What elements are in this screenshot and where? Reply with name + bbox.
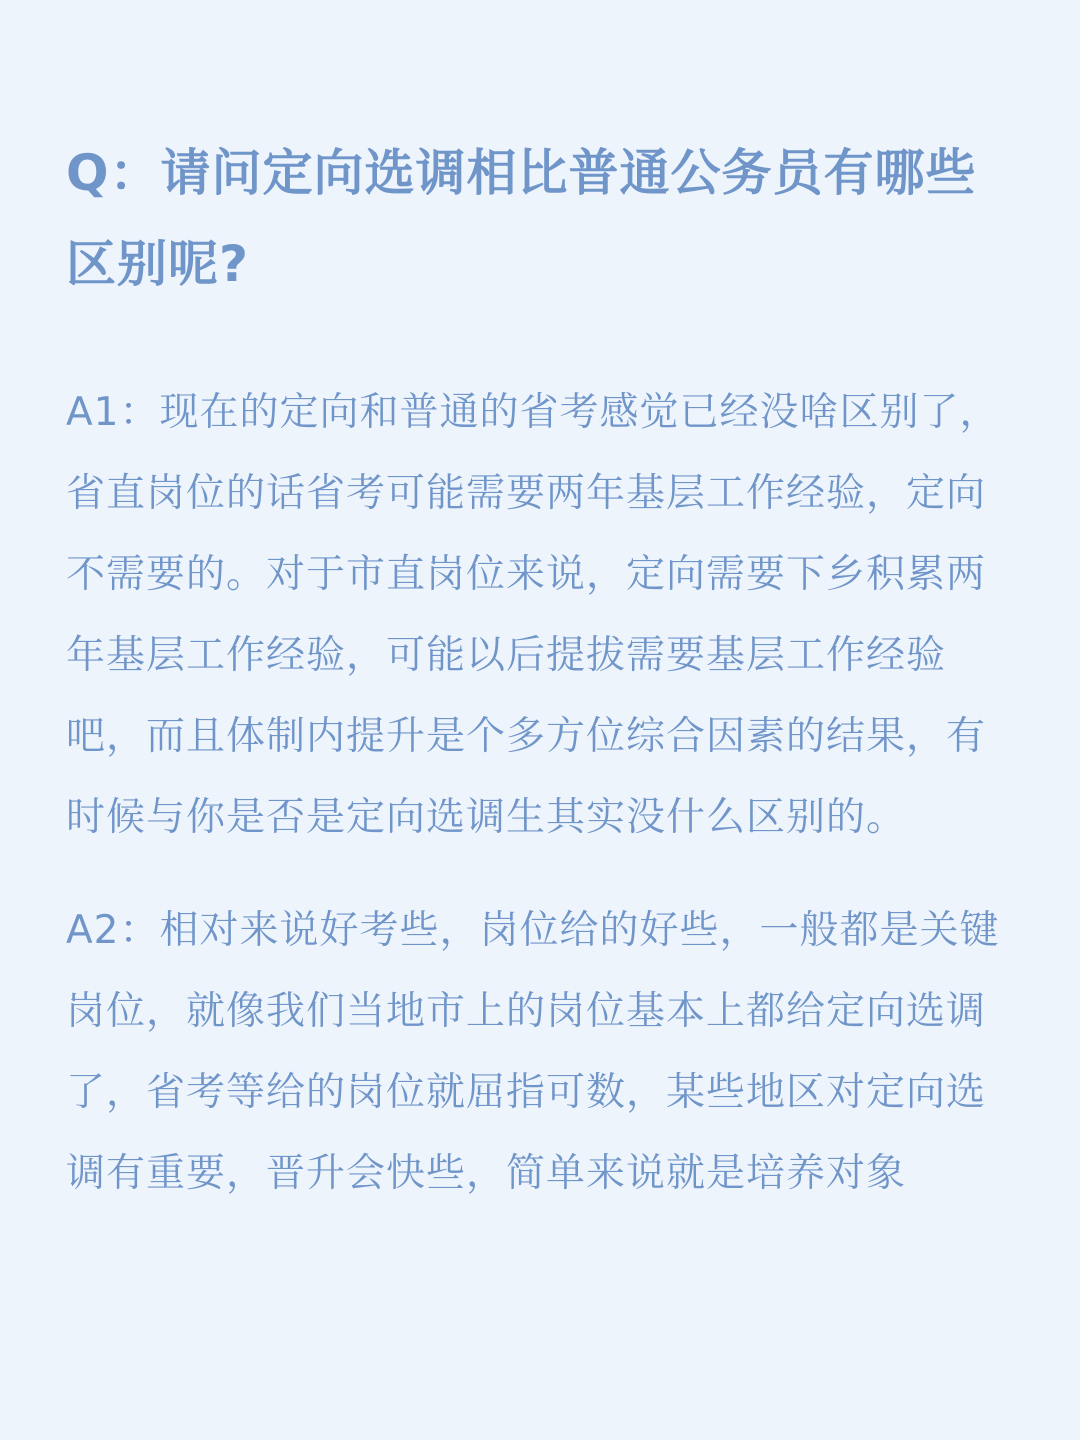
- question-heading: Q：请问定向选调相比普通公务员有哪些区别呢?: [66, 144, 977, 293]
- answer-1-paragraph: A1：现在的定向和普通的省考感觉已经没啥区别了，省直岗位的话省考可能需要两年基层工作经验，定向不需要的。对于市直岗位来说，定向需要下乡积累两年基层工作经验，可能以后提拔需要基层工作经验吧，而且体制内提升是个多方位综合因素的结果，有时候与你是否是定向选调生其实没什么区别的。: [66, 390, 1000, 840]
- answer-2-paragraph: A2：相对来说好考些，岗位给的好些，一般都是关键岗位，就像我们当地市上的岗位基本上都给定向选调了，省考等给的岗位就屈指可数，某些地区对定向选调有重要，晋升会快些，简单来说就是培养对象: [66, 908, 1000, 1196]
